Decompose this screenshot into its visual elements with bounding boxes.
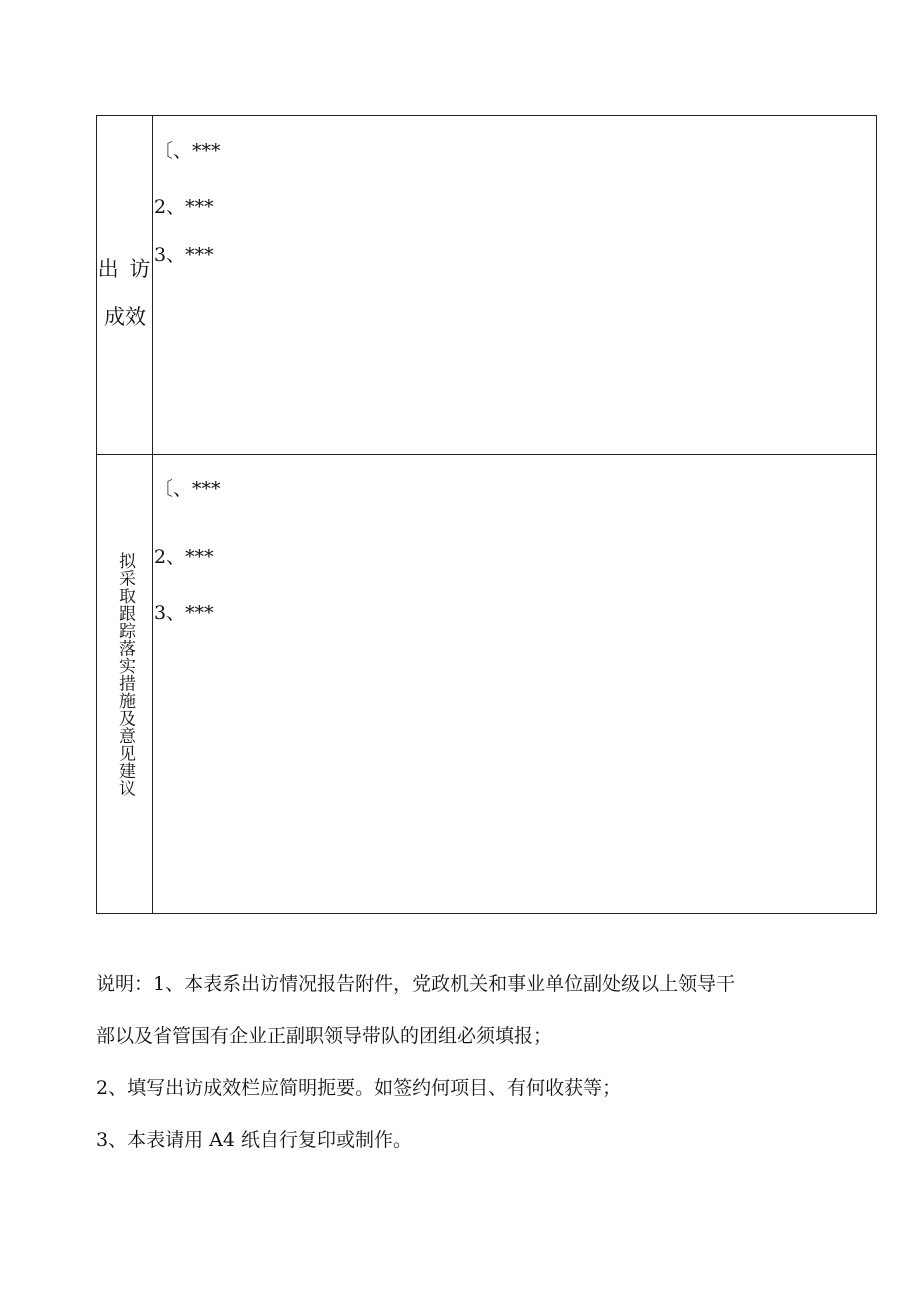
visit-results-label-line-2: 成效 xyxy=(104,305,146,329)
report-form-table xyxy=(96,115,877,914)
visit-results-content-cell xyxy=(153,116,876,454)
followup-item-2: 2、*** xyxy=(154,546,214,568)
note-line-4: 3、本表请用 A4 纸自行复印或制作。 xyxy=(96,1129,412,1151)
followup-measures-label: 拟采取跟踪落实措施及意见建议 xyxy=(115,552,135,797)
visit-result-item-2: 2、*** xyxy=(154,196,214,218)
visit-results-label-cell xyxy=(97,116,153,454)
followup-measures-label-cell xyxy=(97,455,153,913)
followup-item-1: 〔、*** xyxy=(154,478,221,500)
visit-result-item-3: 3、*** xyxy=(154,244,214,266)
followup-item-3: 3、*** xyxy=(154,602,214,624)
note-line-3: 2、填写出访成效栏应简明扼要。如签约何项目、有何收获等； xyxy=(96,1077,622,1099)
note-line-1: 说明：1、本表系出访情况报告附件，党政机关和事业单位副处级以上领导干 xyxy=(96,973,736,995)
instructions-notes xyxy=(96,964,886,1160)
visit-results-row xyxy=(97,116,876,455)
visit-results-label-line-1: 出 访 xyxy=(97,257,153,281)
followup-measures-row xyxy=(97,455,876,913)
note-line-2: 部以及省管国有企业正副职领导带队的团组必须填报； xyxy=(96,1025,553,1047)
visit-result-item-1: 〔、*** xyxy=(154,140,221,162)
followup-measures-content-cell xyxy=(153,455,876,913)
